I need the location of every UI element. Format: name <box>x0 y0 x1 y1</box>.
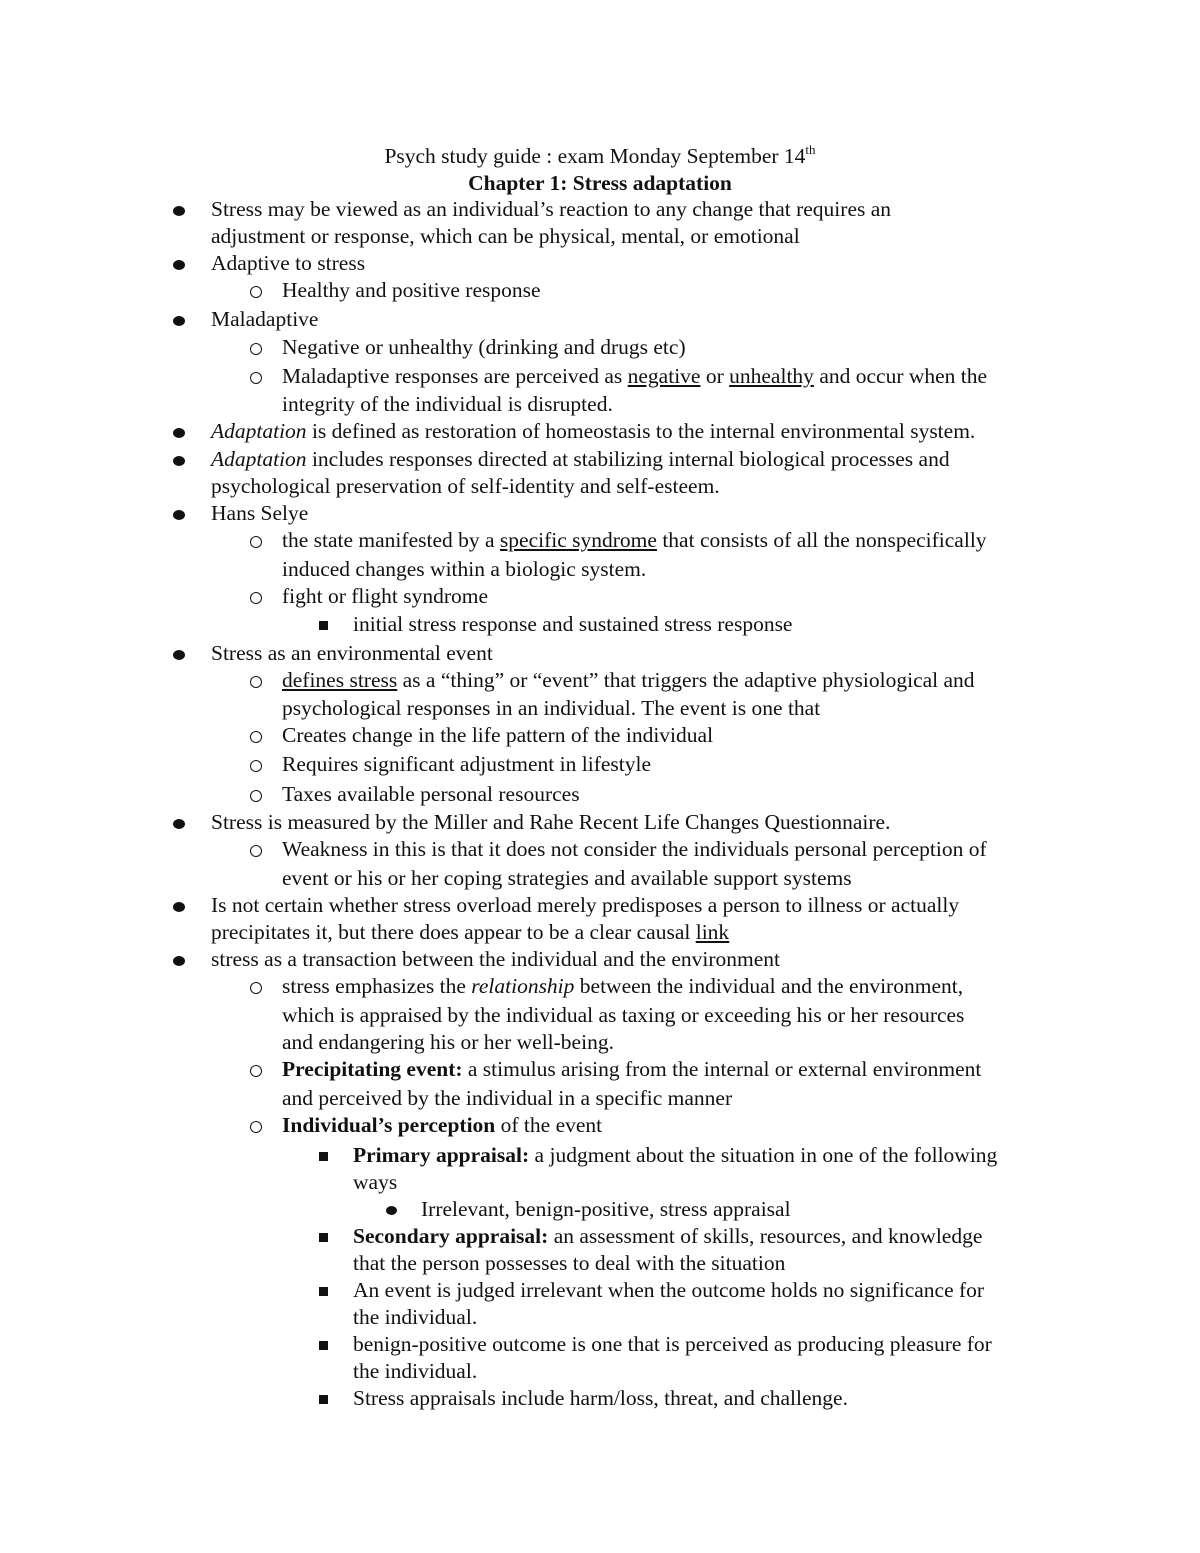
text-segment: stress as a transaction between the individual and the environment <box>211 947 780 971</box>
bullet-square-icon <box>319 1233 328 1242</box>
bullet-circle-icon <box>250 982 262 994</box>
underlined-text: specific syndrome <box>499 528 657 552</box>
text-segment: An event is judged irrelevant when the outcome holds no significance for <box>353 1278 985 1302</box>
text-segment: ways <box>353 1170 398 1194</box>
text-segment: which is appraised by the individual as taxing or exceeding his or her resources <box>282 1003 965 1027</box>
list-item-text <box>353 1304 477 1331</box>
text-segment: induced changes within a biologic system. <box>282 557 647 581</box>
bullet-square-icon <box>319 1341 328 1350</box>
list-item-text <box>353 1142 997 1169</box>
bullet-square-icon <box>319 621 328 630</box>
bullet-square-icon <box>319 1287 328 1296</box>
text-segment: Healthy and positive response <box>282 278 541 302</box>
bullet-circle-icon <box>250 343 262 355</box>
bold-text: Precipitating event: <box>282 1057 463 1081</box>
text-segment: and endangering his or her well-being. <box>282 1030 614 1054</box>
text-segment: Maladaptive responses are perceived as <box>282 364 628 388</box>
text-segment: includes responses directed at stabilizing internal biological processes and <box>306 447 950 471</box>
bullet-circle-icon <box>250 845 262 857</box>
text-segment: Stress appraisals include harm/loss, threat, and challenge. <box>353 1386 848 1410</box>
text-segment: integrity of the individual is disrupted. <box>282 392 613 416</box>
bullet-circle-icon <box>250 372 262 384</box>
chapter-heading: Chapter 1: Stress adaptation <box>468 171 732 195</box>
bullet-square-icon <box>319 1395 328 1404</box>
document-title: Psych study guide : exam Monday September 14th <box>384 142 816 168</box>
text-segment: adjustment or response, which can be physical, mental, or emotional <box>211 224 800 248</box>
list-item-text <box>282 583 488 610</box>
bullet-disc-icon <box>173 316 185 326</box>
text-segment: fight or flight syndrome <box>282 584 489 608</box>
underlined-text: defines stress <box>282 668 398 692</box>
list-item-text <box>353 1250 785 1277</box>
bullet-disc-icon <box>173 902 185 912</box>
list-item-text <box>282 1056 981 1083</box>
text-segment: and perceived by the individual in a specific manner <box>282 1086 733 1110</box>
bullet-disc-icon <box>173 456 185 466</box>
bullet-disc-icon <box>173 956 185 966</box>
text-segment: Negative or unhealthy (drinking and drugs etc) <box>282 335 686 359</box>
text-segment: as a “thing” or “event” that triggers the adaptive physiological and <box>397 668 975 692</box>
list-item-text <box>282 1002 964 1029</box>
bullet-disc-icon <box>173 206 185 216</box>
italic-text: relationship <box>471 974 575 998</box>
list-item-text <box>211 500 308 527</box>
text-segment: an assessment of skills, resources, and knowledge <box>548 1224 983 1248</box>
list-item-text <box>353 611 792 638</box>
bullet-circle-icon <box>250 592 262 604</box>
list-item-text <box>282 334 686 361</box>
text-segment: Stress may be viewed as an individual’s reaction to any change that requires an <box>211 197 892 221</box>
list-item-text <box>421 1196 791 1223</box>
list-item-text <box>211 223 800 250</box>
text-segment: the individual. <box>353 1305 478 1329</box>
list-item-text <box>282 781 580 808</box>
text-segment: Irrelevant, benign-positive, stress appraisal <box>421 1197 791 1221</box>
list-item-text <box>282 527 987 554</box>
list-item-text <box>353 1358 477 1385</box>
bullet-disc-icon <box>173 428 185 438</box>
list-item-text <box>282 695 820 722</box>
bullet-circle-icon <box>250 760 262 772</box>
bullet-disc-icon <box>173 650 185 660</box>
bullet-disc-icon <box>173 819 185 829</box>
list-item-text <box>282 556 646 583</box>
list-item-text <box>211 473 720 500</box>
list-item-text <box>211 306 318 333</box>
text-segment: Stress as an environmental event <box>211 641 493 665</box>
list-item-text <box>211 919 729 946</box>
list-item-text <box>211 640 493 667</box>
bullet-square-icon <box>319 1152 328 1161</box>
text-segment: event or his or her coping strategies and available support systems <box>282 866 852 890</box>
underlined-text: negative <box>627 364 701 388</box>
list-item-text <box>353 1277 984 1304</box>
list-item-text <box>282 667 975 694</box>
list-item-text <box>282 391 613 418</box>
bold-text: Primary appraisal: <box>353 1143 530 1167</box>
text-segment: a judgment about the situation in one of the following <box>529 1143 998 1167</box>
bullet-circle-icon <box>250 1065 262 1077</box>
bullet-circle-icon <box>250 286 262 298</box>
text-segment: Taxes available personal resources <box>282 782 580 806</box>
text-segment: Requires significant adjustment in lifestyle <box>282 752 652 776</box>
bullet-disc-icon <box>173 260 185 270</box>
text-segment: the individual. <box>353 1359 478 1383</box>
italic-text: Adaptation <box>211 419 307 443</box>
bold-text: Secondary appraisal: <box>353 1224 549 1248</box>
text-segment: Maladaptive <box>211 307 319 331</box>
list-item-text <box>282 865 852 892</box>
list-item-text <box>353 1223 982 1250</box>
text-segment: or <box>700 364 730 388</box>
text-segment: Hans Selye <box>211 501 309 525</box>
list-item-text <box>353 1385 848 1412</box>
list-item-text <box>282 1112 602 1139</box>
text-segment: initial stress response and sustained stress response <box>353 612 793 636</box>
bullet-circle-icon <box>250 676 262 688</box>
list-item-text <box>282 363 987 390</box>
bullet-circle-icon <box>250 790 262 802</box>
list-item-text <box>282 836 987 863</box>
list-item-text <box>282 722 713 749</box>
text-segment: Creates change in the life pattern of the individual <box>282 723 714 747</box>
text-segment: Adaptive to stress <box>211 251 366 275</box>
text-segment: psychological preservation of self-identity and self-esteem. <box>211 474 720 498</box>
text-segment: between the individual and the environment, <box>574 974 964 998</box>
text-segment: Is not certain whether stress overload merely predisposes a person to illness or actually <box>211 893 960 917</box>
text-segment: the state manifested by a <box>282 528 500 552</box>
text-segment: of the event <box>495 1113 603 1137</box>
title-superscript: th <box>805 142 816 157</box>
text-segment: a stimulus arising from the internal or external environment <box>462 1057 982 1081</box>
bullet-circle-icon <box>250 1121 262 1133</box>
bold-text: Individual’s perception <box>282 1113 496 1137</box>
text-segment: psychological responses in an individual. The event is one that <box>282 696 821 720</box>
list-item-text <box>353 1331 992 1358</box>
text-segment: that the person possesses to deal with the situation <box>353 1251 786 1275</box>
list-item-text <box>211 250 365 277</box>
bullet-disc-small-icon <box>386 1206 397 1215</box>
text-segment: precipitates it, but there does appear to be a clear causal <box>211 920 696 944</box>
list-item-text <box>211 418 975 445</box>
list-item-text <box>282 751 651 778</box>
underlined-text: link <box>695 920 730 944</box>
text-segment: Stress is measured by the Miller and Rahe Recent Life Changes Questionnaire. <box>211 810 891 834</box>
list-item-text <box>211 809 890 836</box>
list-item-text <box>211 892 959 919</box>
list-item-text <box>353 1169 397 1196</box>
text-segment: stress emphasizes the <box>282 974 472 998</box>
text-segment: is defined as restoration of homeostasis to the internal environmental system. <box>306 419 976 443</box>
text-segment: benign-positive outcome is one that is perceived as producing pleasure for <box>353 1332 992 1356</box>
text-segment: that consists of all the nonspecifically <box>656 528 987 552</box>
list-item-text <box>282 1085 732 1112</box>
bullet-disc-icon <box>173 510 185 520</box>
text-segment: Weakness in this is that it does not consider the individuals personal perception of <box>282 837 987 861</box>
list-item-text <box>211 446 950 473</box>
list-item-text <box>211 196 891 223</box>
underlined-text: unhealthy <box>729 364 814 388</box>
bullet-circle-icon <box>250 731 262 743</box>
list-item-text <box>282 277 541 304</box>
list-item-text <box>282 1029 614 1056</box>
italic-text: Adaptation <box>211 447 307 471</box>
bullet-circle-icon <box>250 536 262 548</box>
text-segment: and occur when the <box>813 364 988 388</box>
list-item-text <box>282 973 963 1000</box>
list-item-text <box>211 946 780 973</box>
